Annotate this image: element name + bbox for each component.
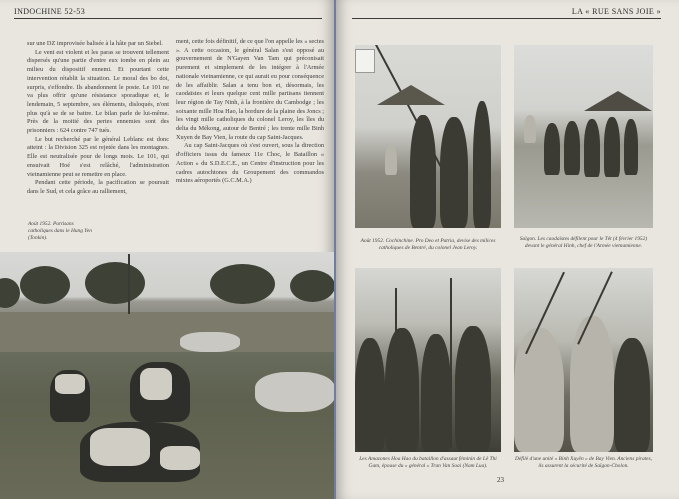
photo-binh-xuyen-march [514, 268, 653, 452]
paragraph: sur une DZ improvisée balisée à la hâte par un Siebel. [27, 40, 163, 47]
photo-caption: Août 1952. Partisans catholiques dans le Hung Yen (Tonkin). [28, 221, 92, 241]
photo-caption: Août 1952. Cochinchine. Pro Deo et Patria, devise des milices catholiques de Bentré, du colonel Jean Leroy. [360, 238, 496, 251]
paragraph: Pendant cette période, la pacification se poursuit dans le Sud, et cela grâce au ralliement, [27, 179, 169, 195]
running-head-left: INDOCHINE 52-53 [14, 6, 322, 19]
photo-caption: Les Amazones Hoa Hao du bataillon d'assaut féminin de Lê Thi Gam, épouse du « général » Tran Van Soai (Nam Lua). [359, 456, 497, 469]
photo-caodaists-parade [514, 45, 653, 228]
paragraph: Au cap Saint-Jacques où s'est ouvert, sous la direction d'officiers issus du fameux 11e Choc, le Bataillon « Action » du S.D.E.C.E., un Centre d'instruction pour les cadres autochtones du Groupement des commandos mixtes aéroportés (G.C.M.A.) [176, 142, 324, 185]
photo-caption: Défilé d'une unité « Binh Xuyên » de Bay Vien. Anciens pirates, ils assurent la sécurité de Saïgon-Cholon. [514, 456, 653, 469]
photo-catholic-militia-flag [355, 45, 501, 228]
text-column-left [27, 40, 169, 197]
left-page [0, 0, 334, 499]
photo-partisans-field [0, 252, 334, 499]
page-number: 23 [497, 476, 504, 484]
text-column-right [176, 38, 324, 186]
photo-hoa-hao-amazons [355, 268, 501, 452]
paragraph: Le but recherché par le général Leblanc est donc atteint : la Division 325 est rejetée dans les montagnes. Elle est neutralisée pour de longs mois. Le 101, qui ensuivait Hoé s'est relâché, l'administration vietnamienne peut se remettre en place. [27, 135, 169, 178]
paragraph: Le vent est violent et les paras se trouvent tellement dispersés qu'une partie d'entre eux tombe en plein au milieu du dispositif ennemi. Et pourtant cette intervention rétablit la situation. Le moral des bo doi, surpris, s'effondre. Ils abandonnent le poste. Le 101 ne va plus offrir qu'une résistance sporadique et, le lendemain, 5 septembre, ses éléments, disloqués, n'ont plus qu'à se de se battre. Le bilan parle de lui-même. Près de la moitié des pertes ennemies sont des prisonniers : 624 contre 747 tués. [27, 48, 169, 135]
photo-caption: Saïgon. Les caodaïstes défilent pour le Têt (4 février 1952) devant le général Hinh, chef de l'Armée vietnamienne. [519, 236, 648, 249]
paragraph: ment, cette fois définitif, de ce que l'on appelle les « sectes ». A cette occasion, le général Salan s'est opposé au gouvernement de N'Gayen Van Tam qui préconisait purement et simplement de les intégrer à l'Armée nationale vietnamienne, ce qui aurait eu pour conséquence de les affaiblir. Salan a tenu bon et, désormais, les caodaïstes et leurs quelque cent mille partisans tiennent leur région de Tay Ninh, à la frontière du Cambodge ; les soixante mille Hoa Hao, la bordure de la plaine des Joncs ; les vingt mille catholiques du colonel Leroy, les îles du delta du Mékong, autour de Bentré ; les trente mille Binh Xuyen de Bay Vien, la route du cap Saint-Jacques. [176, 38, 324, 141]
running-head-right: LA « RUE SANS JOIE » [352, 6, 661, 19]
